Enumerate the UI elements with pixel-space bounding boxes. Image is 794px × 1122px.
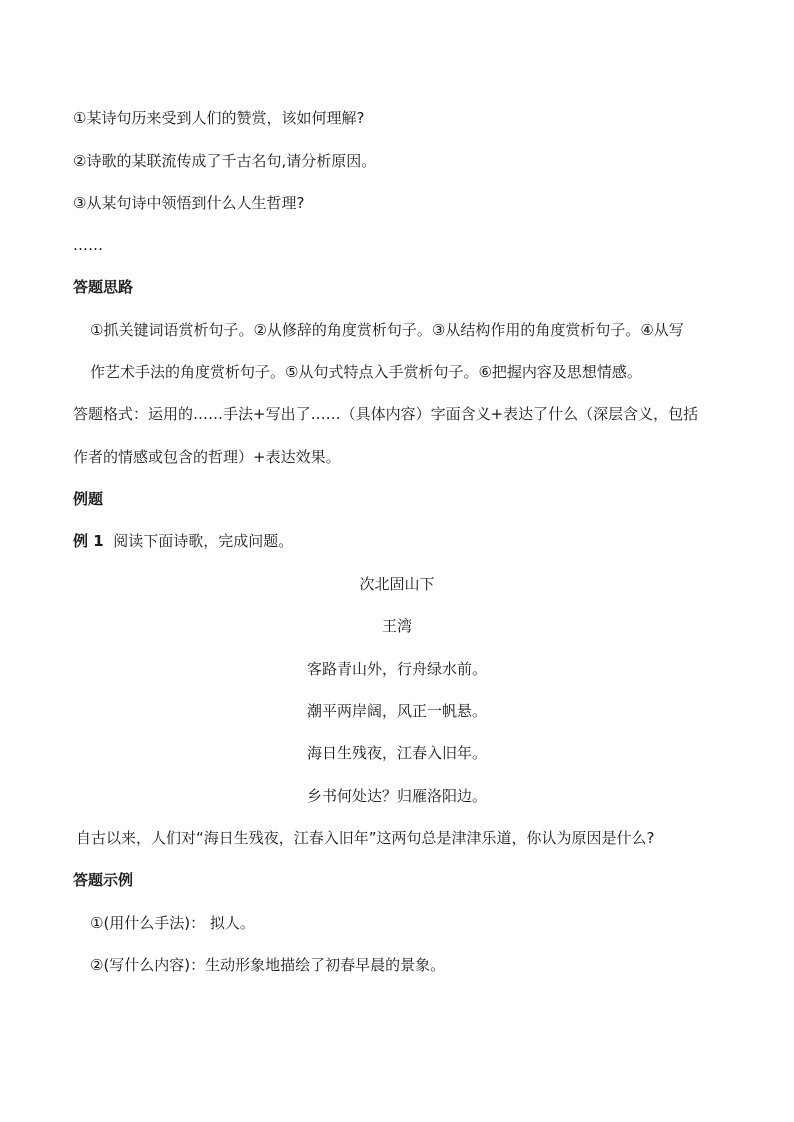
format-line-2: 作者的情感或包含的哲理）+表达效果。 — [73, 448, 341, 466]
example-label: 例 1 — [73, 532, 104, 550]
question-2: ②诗歌的某联流传成了千古名句,请分析原因。 — [73, 152, 377, 170]
answer-heading: 答题示例 — [73, 871, 134, 889]
ellipsis: …… — [73, 236, 103, 254]
poem-line-2: 潮平两岸阔，风正一帆悬。 — [306, 702, 487, 720]
approach-line-2: 作艺术手法的角度赏析句子。⑤从句式特点入手赏析句子。⑥把握内容及思想情感。 — [90, 363, 642, 381]
format-line-1: 答题格式：运用的……手法+写出了……（具体内容）字面含义+表达了什么（深层含义，包括 — [73, 405, 699, 423]
example-question: 自古以来，人们对“海日生残夜，江春入旧年”这两句总是津津乐道，你认为原因是什么? — [76, 829, 655, 847]
poem-author: 王湾 — [381, 617, 412, 635]
example-prompt — [73, 531, 293, 551]
example-instruction: 阅读下面诗歌，完成问题。 — [113, 532, 294, 550]
poem-title: 次北固山下 — [359, 575, 435, 593]
example-heading: 例题 — [73, 490, 104, 508]
question-3: ③从某句诗中领悟到什么人生哲理? — [73, 194, 305, 212]
approach-heading: 答题思路 — [73, 278, 134, 296]
poem-line-4: 乡书何处达？归雁洛阳边。 — [306, 787, 487, 805]
answer-item-2: ②(写什么内容)：生动形象地描绘了初春早晨的景象。 — [90, 956, 446, 974]
poem-line-3: 海日生残夜，江春入旧年。 — [306, 744, 487, 762]
poem-line-1: 客路青山外，行舟绿水前。 — [306, 660, 487, 678]
approach-line-1: ①抓关键词语赏析句子。②从修辞的角度赏析句子。③从结构作用的角度赏析句子。④从写 — [90, 321, 684, 339]
question-1: ①某诗句历来受到人们的赞赏，该如何理解? — [73, 109, 365, 127]
answer-item-1: ①(用什么手法)： 拟人。 — [90, 914, 255, 932]
